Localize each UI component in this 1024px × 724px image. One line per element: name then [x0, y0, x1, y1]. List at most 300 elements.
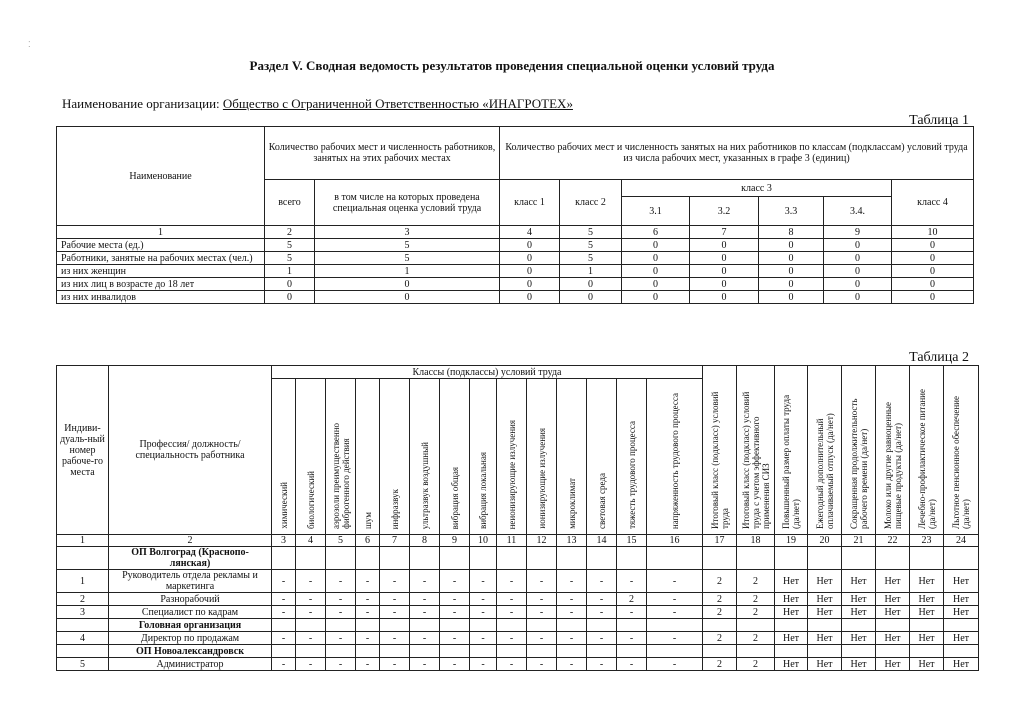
group-spacer — [57, 619, 109, 632]
empty-cell — [440, 645, 470, 658]
header-c32: 3.2 — [690, 197, 759, 226]
cell-value: 0 — [759, 252, 824, 265]
cell-value: 0 — [500, 291, 560, 304]
col-number: 12 — [527, 535, 557, 547]
guarantee-value: Нет — [842, 632, 876, 645]
guarantee-value: Нет — [910, 658, 944, 671]
factor-class: - — [440, 658, 470, 671]
factor-class: - — [527, 593, 557, 606]
factor-class: - — [557, 606, 587, 619]
header-pay: Повышенный размер оплаты труда (да/нет) — [775, 366, 808, 535]
factor-class: - — [380, 606, 410, 619]
factor-class: - — [587, 606, 617, 619]
cell-value: 0 — [690, 239, 759, 252]
header-factor: химический — [272, 379, 296, 535]
table-row — [57, 291, 974, 304]
table-row — [57, 658, 979, 671]
empty-cell — [326, 645, 356, 658]
factor-class: - — [272, 606, 296, 619]
guarantee-value: Нет — [842, 570, 876, 593]
factor-class: - — [617, 632, 647, 645]
empty-cell — [617, 645, 647, 658]
factor-class: - — [272, 632, 296, 645]
empty-cell — [587, 547, 617, 570]
header-factor: вибрация локальная — [470, 379, 497, 535]
empty-cell — [380, 645, 410, 658]
row-label: Работники, занятые на рабочих местах (чел.) — [57, 252, 265, 265]
empty-cell — [617, 547, 647, 570]
empty-cell — [410, 619, 440, 632]
empty-cell — [775, 547, 808, 570]
guarantee-value: Нет — [808, 593, 842, 606]
empty-cell — [497, 619, 527, 632]
header-profession: Профессия/ должность/ специальность работника — [109, 366, 272, 535]
empty-cell — [557, 547, 587, 570]
factor-class: - — [527, 632, 557, 645]
workplace-id: 1 — [57, 570, 109, 593]
col-number: 21 — [842, 535, 876, 547]
empty-cell — [470, 619, 497, 632]
empty-cell — [557, 645, 587, 658]
cell-value: 0 — [824, 252, 892, 265]
summary-table — [56, 126, 974, 304]
factor-class: - — [410, 593, 440, 606]
empty-cell — [497, 547, 527, 570]
cell-value: 0 — [500, 265, 560, 278]
cell-value: 0 — [824, 278, 892, 291]
row-label: из них женщин — [57, 265, 265, 278]
factor-class: - — [527, 658, 557, 671]
header-hours: Сокращенная продолжительность рабочего времени (да/нет) — [842, 366, 876, 535]
cell-value: 0 — [500, 278, 560, 291]
empty-cell — [326, 547, 356, 570]
empty-cell — [876, 547, 910, 570]
header-food: Лечебно-профилактическое питание (да/нет) — [910, 366, 944, 535]
empty-cell — [876, 645, 910, 658]
factor-class: - — [272, 570, 296, 593]
empty-cell — [944, 645, 979, 658]
guarantee-value: Нет — [808, 632, 842, 645]
table-row — [57, 265, 974, 278]
final-class-siz: 2 — [737, 606, 775, 619]
guarantee-value: Нет — [876, 632, 910, 645]
factor-class: - — [617, 570, 647, 593]
group-name: ОП Волгоград (Краснопо-лянская) — [109, 547, 272, 570]
workplace-id: 4 — [57, 632, 109, 645]
empty-cell — [876, 619, 910, 632]
final-class: 2 — [703, 632, 737, 645]
header-c31: 3.1 — [622, 197, 690, 226]
guarantee-value: Нет — [910, 570, 944, 593]
factor-class: - — [647, 632, 703, 645]
guarantee-value: Нет — [944, 658, 979, 671]
factor-class: - — [527, 606, 557, 619]
guarantee-value: Нет — [910, 632, 944, 645]
header-milk: Молоко или другие равноценные пищевые продукты (да/нет) — [876, 366, 910, 535]
profession: Руководитель отдела рекламы и маркетинга — [109, 570, 272, 593]
table1-caption: Таблица 1 — [909, 113, 969, 128]
factor-class: - — [296, 658, 326, 671]
header-factor: вибрация общая — [440, 379, 470, 535]
header-group2: Количество рабочих мест и численность занятых на них работников по классам (подклассам) условий труда из числа рабочих мест, указанных в графе 3 (единиц) — [500, 127, 974, 180]
factor-class: - — [410, 570, 440, 593]
cell-value: 0 — [265, 278, 315, 291]
col-number: 22 — [876, 535, 910, 547]
col-number: 11 — [497, 535, 527, 547]
factor-class: - — [356, 570, 380, 593]
factor-class: - — [296, 632, 326, 645]
empty-cell — [808, 645, 842, 658]
cell-value: 0 — [622, 278, 690, 291]
factor-class: - — [410, 658, 440, 671]
empty-cell — [356, 619, 380, 632]
page-title: Раздел V. Сводная ведомость результатов проведения специальной оценки условий труда — [249, 58, 775, 73]
group-row — [57, 619, 979, 632]
col-number: 15 — [617, 535, 647, 547]
guarantee-value: Нет — [944, 570, 979, 593]
header-class3: класс 3 — [622, 180, 892, 197]
col-number: 3 — [315, 226, 500, 239]
empty-cell — [272, 619, 296, 632]
empty-cell — [944, 547, 979, 570]
empty-cell — [587, 645, 617, 658]
col-number: 2 — [109, 535, 272, 547]
cell-value: 0 — [622, 252, 690, 265]
guarantee-value: Нет — [842, 606, 876, 619]
empty-cell — [527, 619, 557, 632]
table-row — [57, 570, 979, 593]
header-classes: Классы (подклассы) условий труда — [272, 366, 703, 379]
factor-class: - — [497, 593, 527, 606]
empty-cell — [737, 645, 775, 658]
col-number: 8 — [759, 226, 824, 239]
factor-class: - — [647, 570, 703, 593]
col-number: 3 — [272, 535, 296, 547]
cell-value: 0 — [892, 291, 974, 304]
guarantee-value: Нет — [876, 570, 910, 593]
profession: Специалист по кадрам — [109, 606, 272, 619]
header-sout: в том числе на которых проведена специальная оценка условий труда — [315, 180, 500, 226]
col-number: 1 — [57, 535, 109, 547]
empty-cell — [910, 619, 944, 632]
organization-label: Наименование организации: — [62, 96, 220, 111]
group-name: ОП Новоалександровск — [109, 645, 272, 658]
empty-cell — [910, 547, 944, 570]
col-number: 8 — [410, 535, 440, 547]
empty-cell — [808, 619, 842, 632]
header-factor: биологический — [296, 379, 326, 535]
empty-cell — [737, 619, 775, 632]
guarantee-value: Нет — [775, 632, 808, 645]
col-number: 10 — [470, 535, 497, 547]
factor-class: - — [440, 570, 470, 593]
cell-value: 0 — [824, 265, 892, 278]
factor-class: - — [470, 593, 497, 606]
cell-value: 0 — [622, 291, 690, 304]
cell-value: 0 — [824, 291, 892, 304]
final-class-siz: 2 — [737, 593, 775, 606]
cell-value: 5 — [560, 239, 622, 252]
factor-class: - — [410, 632, 440, 645]
factor-class: - — [326, 593, 356, 606]
header-final-class-siz: Итоговый класс (подкласс) условий труда с учетом эффективного применения СИЗ — [737, 366, 775, 535]
cell-value: 0 — [560, 278, 622, 291]
final-class: 2 — [703, 606, 737, 619]
organization-name: Общество с Ограниченной Ответственностью «ИНАГРОТЕХ» — [222, 96, 573, 111]
empty-cell — [775, 619, 808, 632]
row-label: из них лиц в возрасте до 18 лет — [57, 278, 265, 291]
table-row — [57, 278, 974, 291]
cell-value: 0 — [759, 291, 824, 304]
factor-class: - — [557, 570, 587, 593]
guarantee-value: Нет — [944, 606, 979, 619]
col-number: 5 — [560, 226, 622, 239]
cell-value: 0 — [759, 278, 824, 291]
header-name: Наименование — [57, 127, 265, 226]
empty-cell — [296, 619, 326, 632]
group-spacer — [57, 547, 109, 570]
header-class1: класс 1 — [500, 180, 560, 226]
guarantee-value: Нет — [876, 606, 910, 619]
header-factor: шум — [356, 379, 380, 535]
organization-line — [62, 96, 573, 112]
empty-cell — [587, 619, 617, 632]
guarantee-value: Нет — [808, 658, 842, 671]
empty-cell — [703, 619, 737, 632]
empty-cell — [617, 619, 647, 632]
factor-class: - — [617, 658, 647, 671]
final-class-siz: 2 — [737, 570, 775, 593]
col-number: 20 — [808, 535, 842, 547]
empty-cell — [647, 547, 703, 570]
final-class: 2 — [703, 570, 737, 593]
factor-class: - — [647, 606, 703, 619]
cell-value: 0 — [892, 278, 974, 291]
empty-cell — [326, 619, 356, 632]
empty-cell — [527, 547, 557, 570]
empty-cell — [410, 645, 440, 658]
cell-value: 0 — [892, 265, 974, 278]
guarantee-value: Нет — [808, 606, 842, 619]
header-c33: 3.3 — [759, 197, 824, 226]
factor-class: - — [497, 632, 527, 645]
cell-value: 0 — [690, 278, 759, 291]
header-factor: световая среда — [587, 379, 617, 535]
cell-value: 1 — [315, 265, 500, 278]
header-c34: 3.4. — [824, 197, 892, 226]
profession: Администратор — [109, 658, 272, 671]
col-number: 9 — [824, 226, 892, 239]
final-class-siz: 2 — [737, 632, 775, 645]
empty-cell — [527, 645, 557, 658]
factor-class: - — [440, 593, 470, 606]
cell-value: 0 — [265, 291, 315, 304]
header-factor: ионизирующие излучения — [527, 379, 557, 535]
cell-value: 0 — [690, 252, 759, 265]
cell-value: 0 — [560, 291, 622, 304]
guarantee-value: Нет — [842, 593, 876, 606]
row-label: Рабочие места (ед.) — [57, 239, 265, 252]
empty-cell — [775, 645, 808, 658]
empty-cell — [470, 547, 497, 570]
empty-cell — [737, 547, 775, 570]
cell-value: 0 — [759, 265, 824, 278]
col-number: 9 — [440, 535, 470, 547]
cell-value: 0 — [315, 278, 500, 291]
factor-class: - — [497, 606, 527, 619]
factor-class: - — [410, 606, 440, 619]
cell-value: 5 — [265, 239, 315, 252]
guarantee-value: Нет — [910, 606, 944, 619]
cell-value: 0 — [892, 239, 974, 252]
cell-value: 5 — [265, 252, 315, 265]
guarantee-value: Нет — [944, 632, 979, 645]
header-factor: аэрозоли преимущественно фиброгенного действия — [326, 379, 356, 535]
guarantee-value: Нет — [944, 593, 979, 606]
col-number: 5 — [326, 535, 356, 547]
cell-value: 0 — [690, 265, 759, 278]
row-label: из них инвалидов — [57, 291, 265, 304]
factor-class: - — [356, 658, 380, 671]
header-pension: Льготное пенсионное обеспечение (да/нет) — [944, 366, 979, 535]
factor-class: - — [440, 606, 470, 619]
guarantee-value: Нет — [775, 570, 808, 593]
factor-class: - — [587, 570, 617, 593]
col-number: 23 — [910, 535, 944, 547]
factor-class: - — [557, 632, 587, 645]
empty-cell — [272, 645, 296, 658]
factor-class: - — [380, 658, 410, 671]
col-number: 1 — [57, 226, 265, 239]
col-number: 17 — [703, 535, 737, 547]
empty-cell — [380, 547, 410, 570]
empty-cell — [356, 645, 380, 658]
group-row — [57, 645, 979, 658]
col-number: 16 — [647, 535, 703, 547]
cell-value: 0 — [500, 252, 560, 265]
factor-class: - — [497, 570, 527, 593]
empty-cell — [440, 547, 470, 570]
empty-cell — [380, 619, 410, 632]
col-number: 13 — [557, 535, 587, 547]
header-factor: неионизирующие излучения — [497, 379, 527, 535]
header-final-class: Итоговый класс (подкласс) условий труда — [703, 366, 737, 535]
cell-value: 5 — [315, 239, 500, 252]
guarantee-value: Нет — [910, 593, 944, 606]
header-class2: класс 2 — [560, 180, 622, 226]
final-class: 2 — [703, 593, 737, 606]
empty-cell — [470, 645, 497, 658]
factor-class: - — [380, 593, 410, 606]
empty-cell — [647, 619, 703, 632]
guarantee-value: Нет — [808, 570, 842, 593]
empty-cell — [497, 645, 527, 658]
empty-cell — [272, 547, 296, 570]
factor-class: - — [296, 606, 326, 619]
header-factor: инфразвук — [380, 379, 410, 535]
group-row — [57, 547, 979, 570]
factor-class: - — [587, 593, 617, 606]
guarantee-value: Нет — [876, 658, 910, 671]
workplace-id: 3 — [57, 606, 109, 619]
empty-cell — [440, 619, 470, 632]
empty-cell — [910, 645, 944, 658]
factor-class: - — [647, 658, 703, 671]
factor-class: - — [356, 606, 380, 619]
empty-cell — [647, 645, 703, 658]
cell-value: 1 — [265, 265, 315, 278]
empty-cell — [842, 619, 876, 632]
guarantee-value: Нет — [775, 593, 808, 606]
cell-value: 0 — [622, 265, 690, 278]
table-row — [57, 632, 979, 645]
col-number: 10 — [892, 226, 974, 239]
factor-class: - — [587, 658, 617, 671]
profession: Разнорабочий — [109, 593, 272, 606]
empty-cell — [703, 645, 737, 658]
workplace-table — [56, 365, 979, 671]
factor-class: - — [326, 570, 356, 593]
factor-class: - — [296, 570, 326, 593]
factor-class: - — [380, 632, 410, 645]
cell-value: 0 — [759, 239, 824, 252]
header-id: Индиви-дуаль-ный номер рабоче-го места — [57, 366, 109, 535]
factor-class: - — [470, 632, 497, 645]
empty-cell — [808, 547, 842, 570]
factor-class: - — [296, 593, 326, 606]
factor-class: - — [356, 632, 380, 645]
factor-class: - — [326, 658, 356, 671]
table-row — [57, 252, 974, 265]
cell-value: 0 — [622, 239, 690, 252]
factor-class: - — [527, 570, 557, 593]
factor-class: - — [380, 570, 410, 593]
guarantee-value: Нет — [842, 658, 876, 671]
factor-class: - — [587, 632, 617, 645]
empty-cell — [557, 619, 587, 632]
empty-cell — [842, 645, 876, 658]
cell-value: 0 — [690, 291, 759, 304]
cell-value: 5 — [315, 252, 500, 265]
empty-cell — [296, 547, 326, 570]
col-number: 4 — [500, 226, 560, 239]
cell-value: 5 — [560, 252, 622, 265]
group-spacer — [57, 645, 109, 658]
guarantee-value: Нет — [876, 593, 910, 606]
guarantee-value: Нет — [775, 658, 808, 671]
cell-value: 0 — [824, 239, 892, 252]
table-row — [57, 606, 979, 619]
scan-mark: ⁚ — [28, 40, 31, 49]
header-factor: ультразвук воздушный — [410, 379, 440, 535]
cell-value: 0 — [315, 291, 500, 304]
factor-class: - — [272, 658, 296, 671]
empty-cell — [842, 547, 876, 570]
col-number: 14 — [587, 535, 617, 547]
col-number: 7 — [690, 226, 759, 239]
header-total: всего — [265, 180, 315, 226]
empty-cell — [944, 619, 979, 632]
header-factor: тяжесть трудового процесса — [617, 379, 647, 535]
factor-class: - — [497, 658, 527, 671]
col-number: 6 — [356, 535, 380, 547]
factor-class: - — [356, 593, 380, 606]
cell-value: 0 — [500, 239, 560, 252]
col-number: 19 — [775, 535, 808, 547]
factor-class: - — [617, 606, 647, 619]
col-number: 24 — [944, 535, 979, 547]
workplace-id: 2 — [57, 593, 109, 606]
